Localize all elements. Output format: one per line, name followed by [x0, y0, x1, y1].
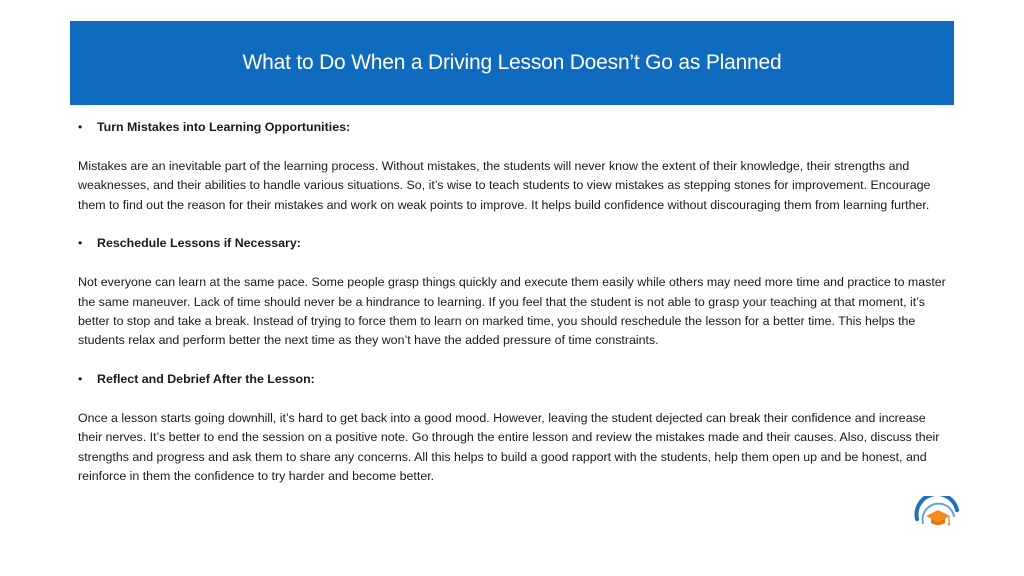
section-heading: Reschedule Lessons if Necessary:: [97, 236, 301, 251]
section-heading: Turn Mistakes into Learning Opportunities:: [97, 120, 351, 134]
section-heading: Reflect and Debrief After the Lesson:: [97, 372, 315, 387]
bullet-icon: •: [78, 120, 83, 134]
section-heading-row: [78, 234, 948, 253]
slide-content: [78, 118, 948, 487]
section-body: Mistakes are an inevitable part of the learning process. Without mistakes, the students will never know the extent of their knowledge, their strengths and weaknesses, and their abilities to handle various situations. So, it’s wise to teach students to view mistakes as stepping stones for improvement. Encourage them to find out the reason for their mistakes and work on weak points to improve. It helps build confidence without discouraging them from learning further.: [78, 158, 931, 212]
section-heading-row: [78, 118, 948, 137]
page-title: What to Do When a Driving Lesson Doesn’t Go as Planned: [242, 50, 782, 74]
driving-school-logo-icon: [914, 496, 960, 530]
bullet-icon: •: [78, 236, 83, 251]
title-banner: [70, 21, 954, 105]
section-body: Not everyone can learn at the same pace. Some people grasp things quickly and execute them easily while others may need more time and practice to master the same maneuver. Lack of time should never be a hindrance to learning. If you feel that the student is not able to grasp your teaching at that moment, it’s better to stop and take a break. Instead of trying to force them to learn on marked time, you should reschedule the lesson for a better time. This helps the students relax and perform better the next time as they won’t have the added pressure of time constraints.: [78, 275, 946, 348]
section-heading-row: [78, 370, 948, 389]
bullet-icon: •: [78, 372, 83, 387]
section-body: Once a lesson starts going downhill, it’s hard to get back into a good mood. However, leaving the student dejected can break their confidence and increase their nerves. It’s better to end the session on a positive note. Go through the entire lesson and review the mistakes made and their causes. Also, discuss their strengths and progress and ask them to share any concerns. All this helps to build a good rapport with the students, help them open up and be honest, and reinforce in them the confidence to try harder and become better.: [78, 411, 940, 484]
